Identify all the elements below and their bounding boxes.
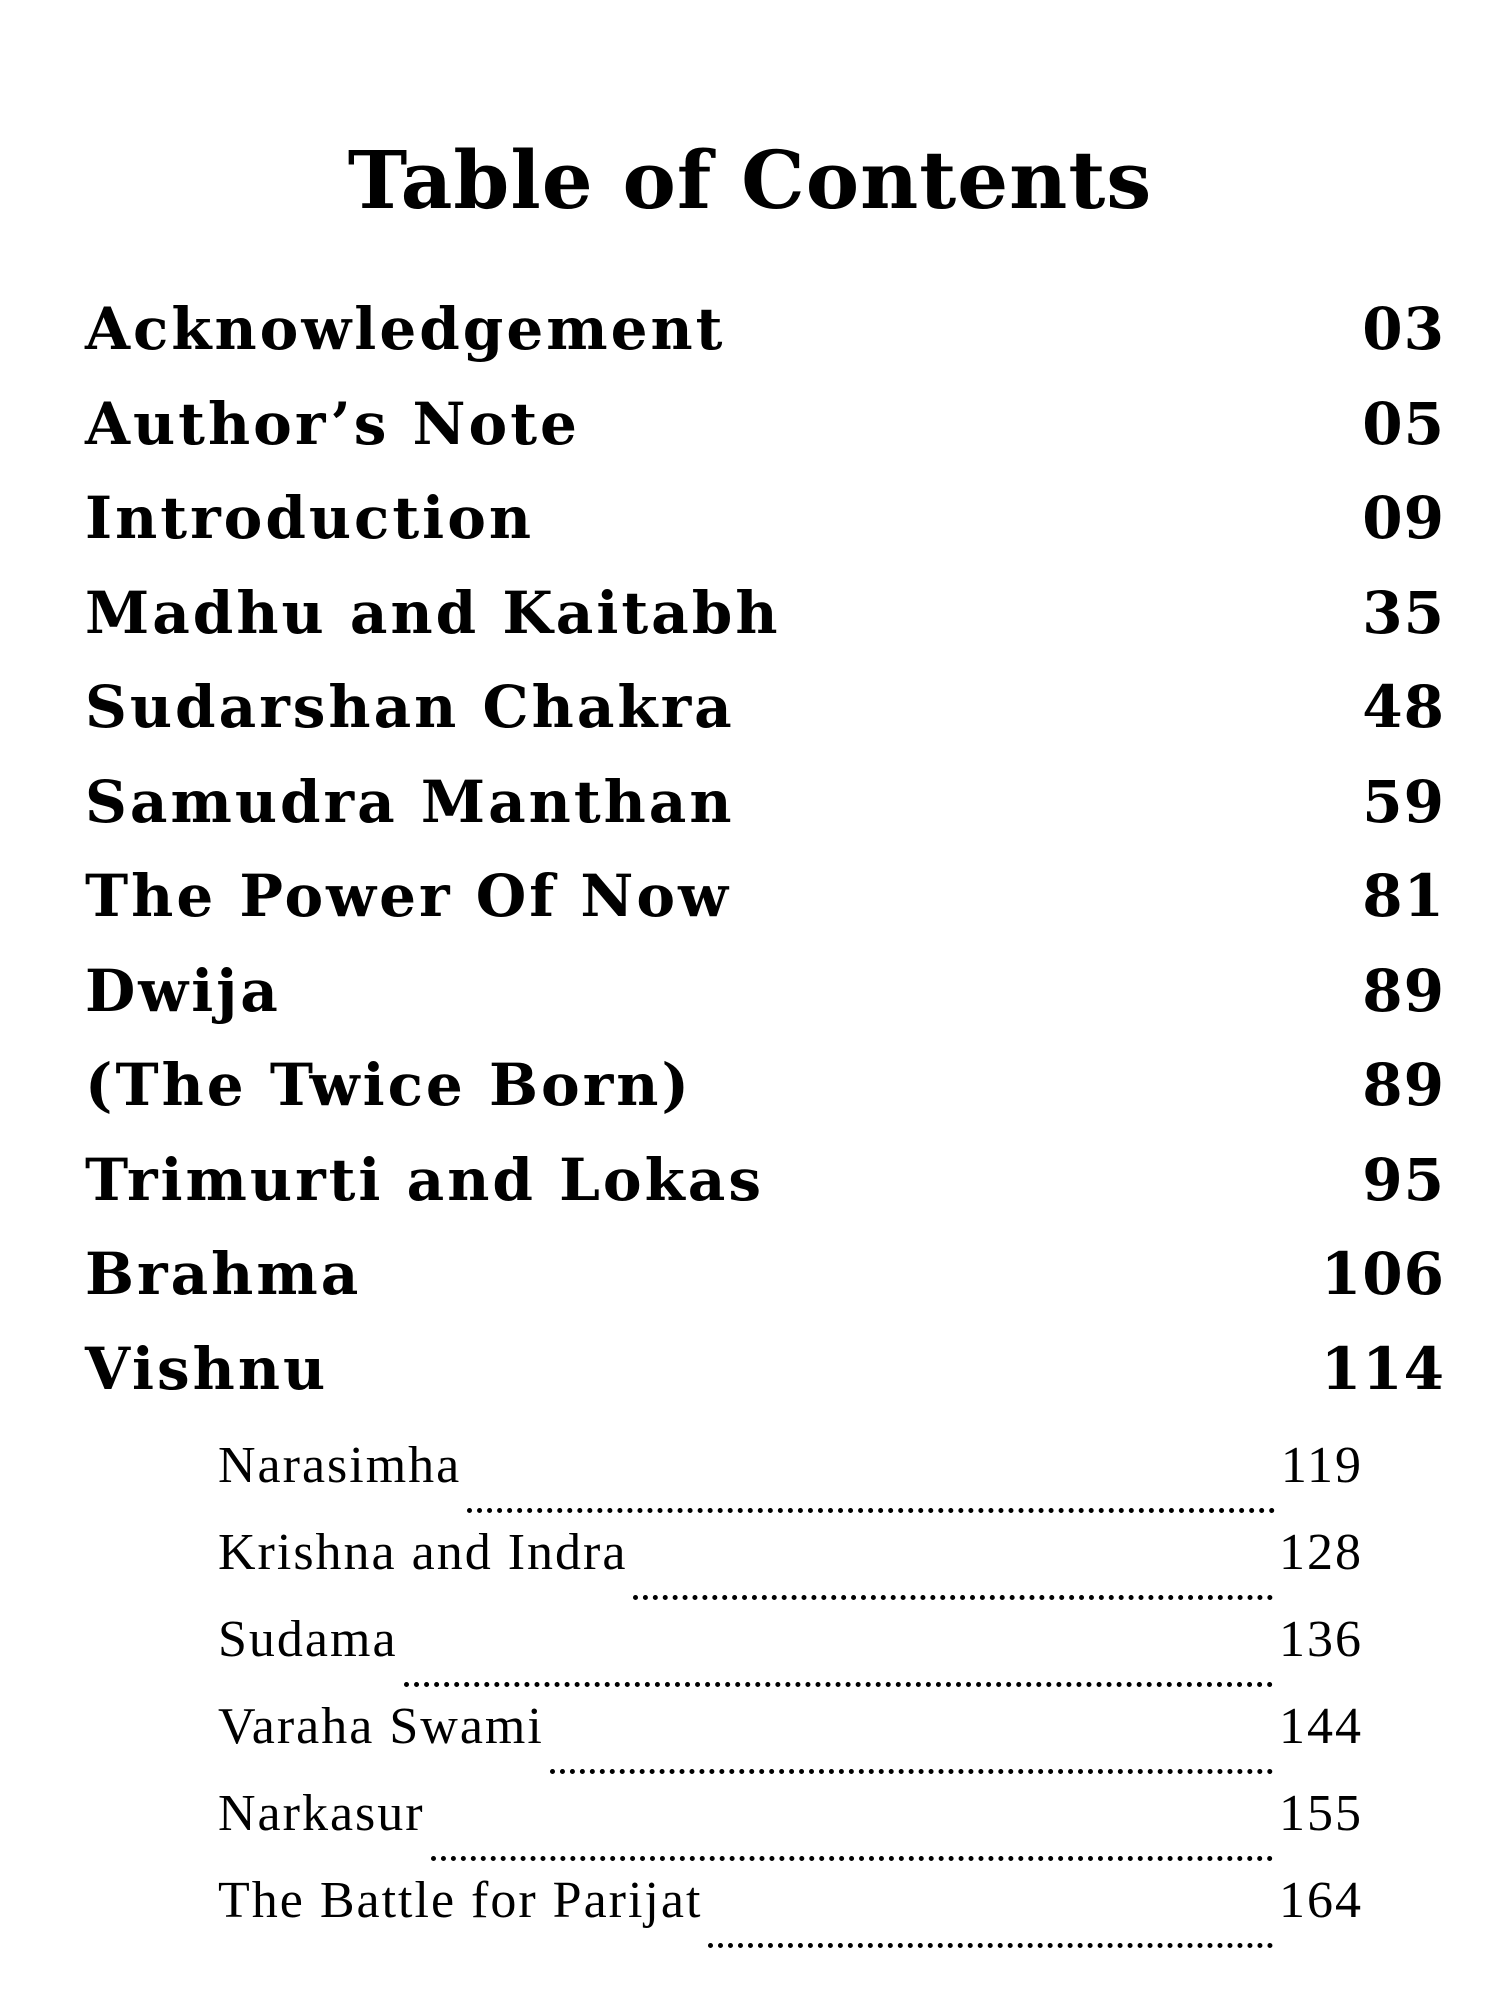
toc-subentry-page: 144 [1279,1698,1363,1755]
toc-entry-label: The Power Of Now [85,862,732,930]
toc-entry-page: 05 [1362,389,1445,458]
toc-entry-label: Dwija [85,956,281,1025]
toc-entry-brahma[interactable] [85,1240,1445,1340]
toc-subentry-label: Narkasur [218,1785,425,1842]
toc-subentry-page: 164 [1279,1872,1363,1929]
toc-subentry-page: 136 [1279,1611,1363,1668]
toc-entry-madhu-and-kaitabh[interactable] [85,578,1445,679]
toc-entry-page: 106 [1320,1240,1445,1308]
toc-entry-acknowledgement[interactable] [85,295,1445,395]
toc-entry-label: Author’s Note [85,389,580,458]
toc-entry-the-twice-born[interactable] [85,1051,1445,1151]
toc-entry-vishnu[interactable] [85,1334,1445,1435]
toc-subentry-label: Sudama [218,1611,398,1668]
toc-entry-label: (The Twice Born) [85,1051,692,1119]
toc-entry-page: 35 [1362,578,1445,647]
toc-subentry-krishna-and-indra[interactable] [218,1524,1363,1614]
toc-subentry-sudama[interactable] [218,1611,1363,1701]
toc-entry-sudarshan-chakra[interactable] [85,673,1445,773]
toc-entry-the-power-of-now[interactable] [85,862,1445,962]
toc-entry-authors-note[interactable] [85,389,1445,490]
toc-entry-label: Vishnu [85,1334,329,1403]
toc-entry-label: Trimurti and Lokas [85,1145,765,1214]
toc-entry-page: 59 [1362,767,1445,836]
toc-entry-label: Acknowledgement [85,295,726,363]
toc-entry-page: 89 [1362,1051,1445,1119]
toc-entry-page: 114 [1320,1334,1445,1403]
dot-leader [404,1682,1273,1687]
toc-entry-page: 89 [1362,956,1445,1025]
toc-sub-list [218,1437,1363,1962]
toc-entry-page: 09 [1362,484,1445,552]
toc-subentry-the-battle-for-parijat[interactable] [218,1872,1363,1962]
toc-entry-label: Madhu and Kaitabh [85,578,781,647]
toc-entry-page: 95 [1362,1145,1445,1214]
dot-leader [431,1856,1273,1861]
toc-main-list [85,295,1445,1434]
toc-subentry-narasimha[interactable] [218,1437,1363,1527]
toc-entry-label: Samudra Manthan [85,767,735,836]
toc-entry-page: 81 [1362,862,1445,930]
toc-entry-page: 48 [1362,673,1445,741]
toc-subentry-varaha-swami[interactable] [218,1698,1363,1788]
toc-entry-trimurti-and-lokas[interactable] [85,1145,1445,1246]
toc-subentry-page: 155 [1279,1785,1363,1842]
dot-leader [633,1595,1273,1600]
toc-subentry-label: The Battle for Parijat [218,1872,703,1929]
toc-entry-dwija[interactable] [85,956,1445,1057]
toc-entry-label: Brahma [85,1240,362,1308]
toc-entry-page: 03 [1362,295,1445,363]
toc-subentry-page: 128 [1279,1524,1363,1581]
toc-entry-label: Introduction [85,484,535,552]
toc-subentry-narkasur[interactable] [218,1785,1363,1875]
dot-leader [467,1508,1275,1513]
toc-entry-label: Sudarshan Chakra [85,673,735,741]
toc-subentry-page: 119 [1280,1437,1363,1494]
page-title: Table of Contents [347,133,1153,227]
toc-entry-samudra-manthan[interactable] [85,767,1445,868]
dot-leader [708,1943,1273,1948]
toc-subentry-label: Narasimha [218,1437,462,1494]
toc-subentry-label: Krishna and Indra [218,1524,628,1581]
dot-leader [550,1769,1273,1774]
toc-entry-introduction[interactable] [85,484,1445,584]
toc-subentry-label: Varaha Swami [218,1698,544,1755]
